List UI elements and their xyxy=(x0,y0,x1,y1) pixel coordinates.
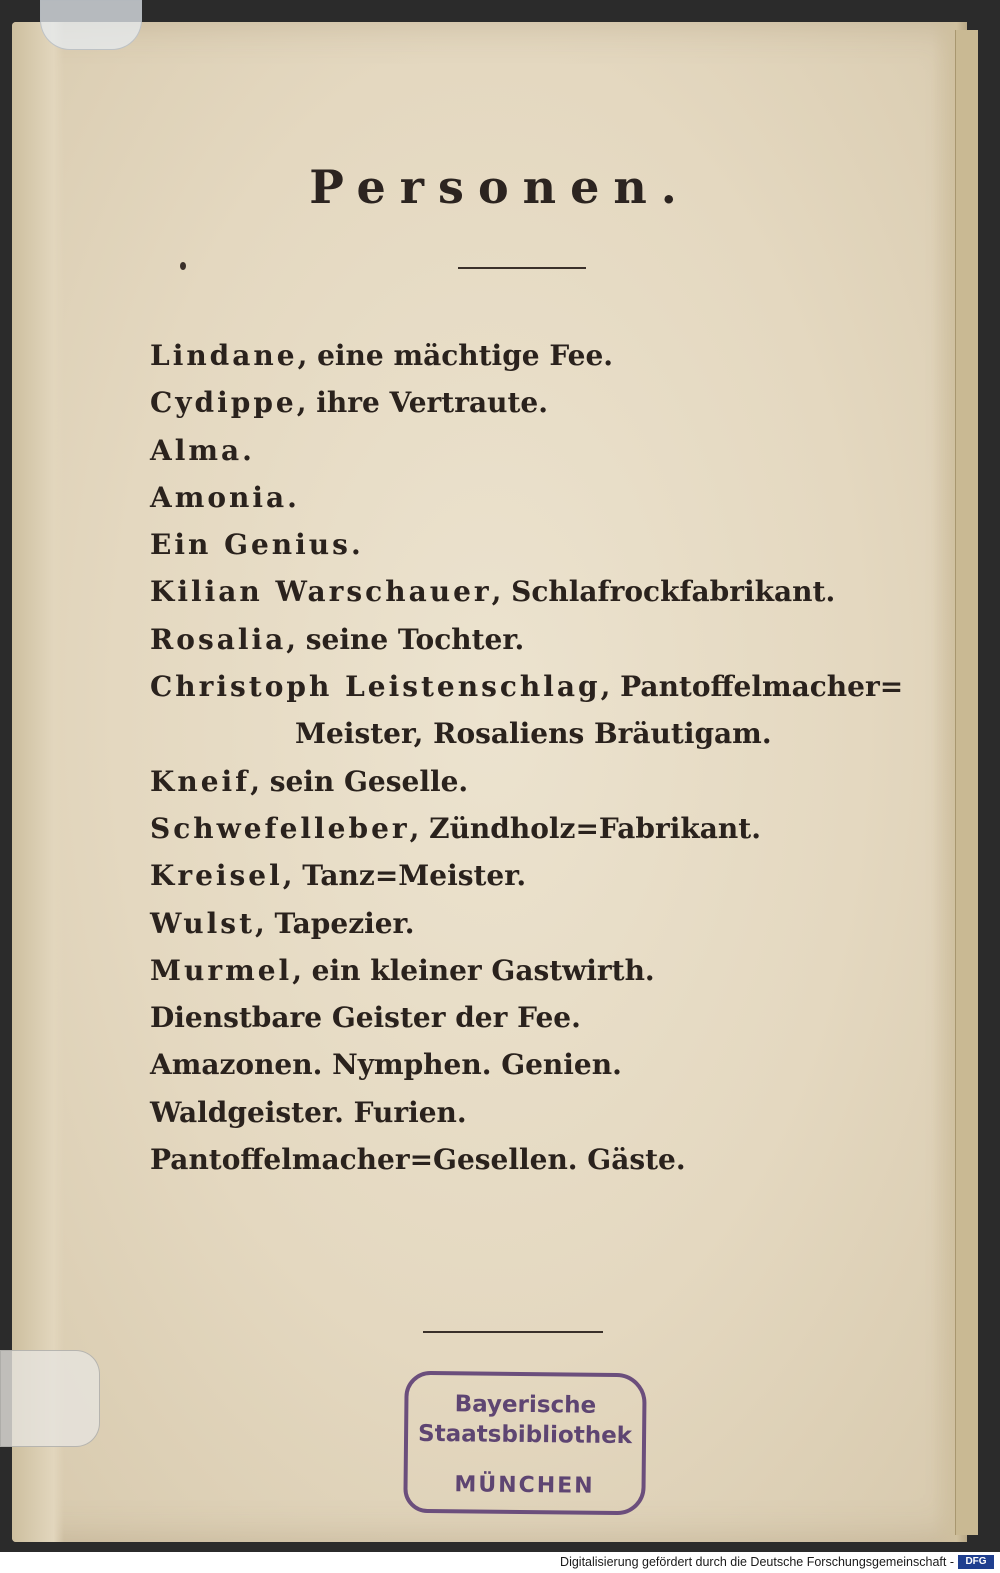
cast-entry xyxy=(150,710,880,757)
dfg-logo[interactable]: DFG xyxy=(958,1555,994,1569)
character-description: , Tapezier. xyxy=(255,906,415,940)
character-name: Lindane xyxy=(150,339,298,372)
character-description: , Tanz=Meister. xyxy=(282,859,527,893)
character-name: Amonia xyxy=(150,480,288,514)
character-description: , eine mächtige Fee. xyxy=(297,339,614,372)
cast-entry xyxy=(150,568,880,615)
cast-entry xyxy=(150,852,880,899)
cast-entry xyxy=(150,332,880,379)
footer-credit: Digitalisierung gefördert durch die Deutsche Forschungsgemeinschaft - xyxy=(560,1555,954,1569)
cast-entry xyxy=(150,521,880,568)
stamp-line-2: Staatsbibliothek xyxy=(417,1420,633,1450)
stamp-line-3: MÜNCHEN xyxy=(454,1472,595,1499)
cast-entry xyxy=(150,758,880,805)
character-name: Schwefelleber xyxy=(150,811,410,845)
character-name: Murmel xyxy=(150,953,293,987)
character-description: Pantoffelmacher=Gesellen. Gäste. xyxy=(150,1143,686,1177)
character-name: Kilian Warschauer xyxy=(150,575,492,609)
character-description: , ihre Vertraute. xyxy=(296,386,548,420)
cast-entry xyxy=(150,427,880,474)
character-description: , seine Tochter. xyxy=(286,622,525,656)
character-name: Ein Genius xyxy=(150,528,351,562)
cast-entry xyxy=(150,1041,880,1088)
character-description: Meister, Rosaliens Bräutigam. xyxy=(295,717,772,751)
cast-entry xyxy=(150,805,880,852)
character-name: Alma xyxy=(150,433,243,467)
character-name: Kreisel xyxy=(150,859,283,893)
footer-bar xyxy=(0,1552,1000,1573)
stamp-line-1: Bayerische xyxy=(454,1391,597,1419)
divider-top xyxy=(458,267,586,269)
book-binding-strip xyxy=(955,30,978,1535)
character-description: . xyxy=(287,480,297,514)
library-stamp xyxy=(403,1371,646,1516)
character-description: , Zündholz=Fabrikant. xyxy=(409,811,761,845)
cast-entry xyxy=(150,474,880,521)
character-description: Waldgeister. Furien. xyxy=(150,1095,467,1129)
character-description: , ein kleiner Gastwirth. xyxy=(292,953,655,987)
cast-entry xyxy=(150,1089,880,1136)
character-description: Amazonen. Nymphen. Genien. xyxy=(150,1048,622,1082)
page-edge-left xyxy=(12,22,64,1542)
character-name: Rosalia xyxy=(150,622,287,656)
cast-entry xyxy=(150,947,880,994)
character-name: Kneif xyxy=(150,764,251,798)
cast-entry xyxy=(150,379,880,426)
character-description: , Pantoffelmacher= xyxy=(600,670,904,704)
divider-bottom xyxy=(423,1331,603,1333)
character-description: , Schlafrockfabrikant. xyxy=(491,575,836,609)
cast-entry xyxy=(150,1136,880,1183)
cast-entry xyxy=(150,663,904,710)
cast-entry xyxy=(150,994,880,1041)
cast-entry xyxy=(150,616,880,663)
character-description: . xyxy=(350,528,361,562)
ink-speck xyxy=(180,262,186,270)
tape-left xyxy=(0,1350,100,1447)
character-name: Cydippe xyxy=(150,386,297,420)
character-description: , sein Geselle. xyxy=(250,764,469,798)
character-description: . xyxy=(242,433,252,467)
tape-top xyxy=(40,0,142,50)
character-name: Wulst xyxy=(150,906,256,940)
cast-entry xyxy=(150,900,880,947)
character-description: Dienstbare Geister der Fee. xyxy=(150,1001,581,1035)
character-name: Christoph Leistenschlag xyxy=(150,670,601,704)
page-title: Personen. xyxy=(309,160,691,214)
cast-list xyxy=(150,332,904,1183)
